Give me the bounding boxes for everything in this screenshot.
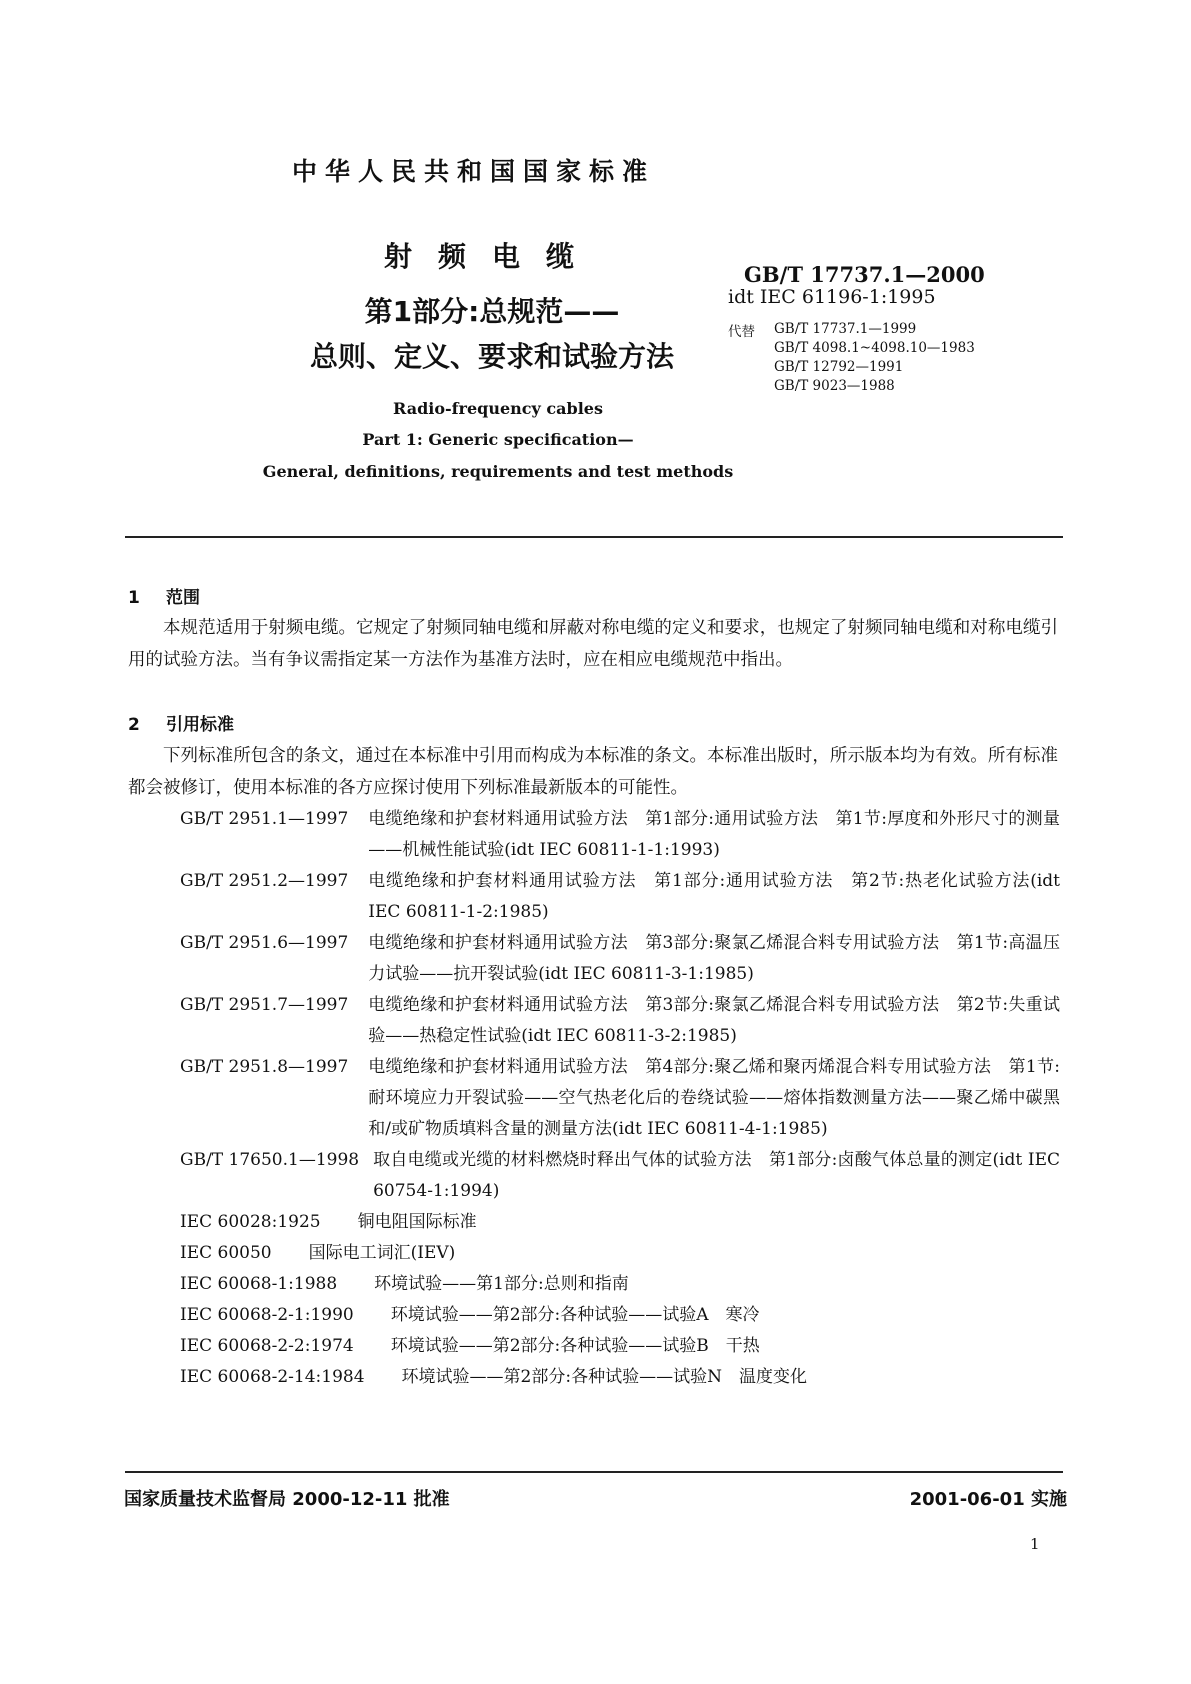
section-title: 引用标准 [166,715,234,735]
reference-item [180,1300,1060,1331]
title-en-line2: Part 1: Generic specification— [362,430,634,449]
reference-item [180,1331,1060,1362]
reference-code: IEC 60050 [180,1243,272,1263]
section-2-paragraph: 下列标准所包含的条文，通过在本标准中引用而构成为本标准的条文。本标准出版时，所示版本均为有效。所有标准都会被修订，使用本标准的各方应探讨使用下列标准最新版本的可能性。 [128,746,1058,798]
footer-divider [125,1471,1063,1473]
reference-item [180,1052,1060,1145]
reference-title: 取自电缆或光缆的材料燃烧时释出气体的试验方法 第1部分:卤酸气体总量的测定(idt IEC 60754-1:1994) [373,1150,1060,1201]
reference-item [180,990,1060,1052]
reference-code: GB/T 17650.1—1998 [180,1150,360,1170]
reference-code: IEC 60028:1925 [180,1212,321,1232]
section-number: 2 [128,715,140,735]
replaces-list [774,320,975,396]
reference-title: 国际电工词汇(IEV) [308,1243,456,1263]
title-cn-line1: 射频电缆 [383,240,600,273]
reference-title: 电缆绝缘和护套材料通用试验方法 第3部分:聚氯乙烯混合料专用试验方法 第2节:失重试验——热稳定性试验(idt IEC 60811-3-2:1985) [368,995,1060,1046]
reference-code: GB/T 2951.1—1997 [180,809,349,829]
reference-code: IEC 60068-1:1988 [180,1274,338,1294]
reference-item [180,1145,1060,1207]
reference-code: GB/T 2951.7—1997 [180,995,349,1015]
approval-statement: 国家质量技术监督局 2000-12-11 批准 [124,1489,450,1510]
reference-item [180,1238,1060,1269]
title-en-line1: Radio-frequency cables [393,399,603,418]
reference-title: 电缆绝缘和护套材料通用试验方法 第3部分:聚氯乙烯混合料专用试验方法 第1节:高温压力试验——抗开裂试验(idt IEC 60811-3-1:1985) [368,933,1060,984]
page-number: 1 [1030,1535,1040,1553]
section-2-heading [128,710,234,735]
reference-list [180,804,1060,1393]
replaced-standard: GB/T 9023—1988 [774,378,895,394]
reference-title: 电缆绝缘和护套材料通用试验方法 第1部分:通用试验方法 第2节:热老化试验方法(idt IEC 60811-1-2:1985) [368,871,1060,922]
reference-code: IEC 60068-2-2:1974 [180,1336,354,1356]
national-standard-heading: 中华人民共和国国家标准 [292,157,656,186]
replaced-standard: GB/T 4098.1~4098.10—1983 [774,340,975,356]
idt-number: idt IEC 61196-1:1995 [728,286,936,308]
title-en-line3: General, definitions, requirements and test methods [262,462,734,481]
reference-item [180,804,1060,866]
reference-title: 环境试验——第2部分:各种试验——试验N 温度变化 [401,1367,807,1387]
reference-code: GB/T 2951.6—1997 [180,933,349,953]
standard-number: GB/T 17737.1—2000 [744,262,985,287]
reference-item [180,1269,1060,1300]
title-cn-line2: 第1部分:总规范—— [364,295,620,328]
section-number: 1 [128,588,140,608]
reference-code: GB/T 2951.8—1997 [180,1057,349,1077]
reference-title: 铜电阻国际标准 [357,1212,477,1232]
reference-title: 环境试验——第2部分:各种试验——试验B 干热 [390,1336,760,1356]
reference-code: IEC 60068-2-1:1990 [180,1305,354,1325]
reference-title: 电缆绝缘和护套材料通用试验方法 第4部分:聚乙烯和聚丙烯混合料专用试验方法 第1节:耐环境应力开裂试验——空气热老化后的卷绕试验——熔体指数测量方法——聚乙烯中碳黑和/或矿物质填料含量的测量方法(idt IEC 60811-4-1:1985) [368,1057,1060,1139]
implementation-statement: 2001-06-01 实施 [909,1489,1067,1510]
section-title: 范围 [166,588,200,608]
section-1-paragraph: 本规范适用于射频电缆。它规定了射频同轴电缆和屏蔽对称电缆的定义和要求，也规定了射频同轴电缆和对称电缆引用的试验方法。当有争议需指定某一方法作为基准方法时，应在相应电缆规范中指出。 [128,618,1058,670]
reference-code: IEC 60068-2-14:1984 [180,1367,365,1387]
reference-item [180,1207,1060,1238]
replaces-label: 代替 [728,324,755,340]
reference-item [180,866,1060,928]
reference-item [180,928,1060,990]
reference-title: 电缆绝缘和护套材料通用试验方法 第1部分:通用试验方法 第1节:厚度和外形尺寸的测量——机械性能试验(idt IEC 60811-1-1:1993) [368,809,1060,860]
reference-title: 环境试验——第2部分:各种试验——试验A 寒冷 [390,1305,760,1325]
header-divider [125,536,1063,538]
replaced-standard: GB/T 17737.1—1999 [774,321,917,337]
replaced-standard: GB/T 12792—1991 [774,359,904,375]
section-1-heading [128,583,200,608]
reference-title: 环境试验——第1部分:总则和指南 [374,1274,629,1294]
title-cn-line3: 总则、定义、要求和试验方法 [309,340,674,373]
reference-code: GB/T 2951.2—1997 [180,871,349,891]
reference-item [180,1362,1060,1393]
